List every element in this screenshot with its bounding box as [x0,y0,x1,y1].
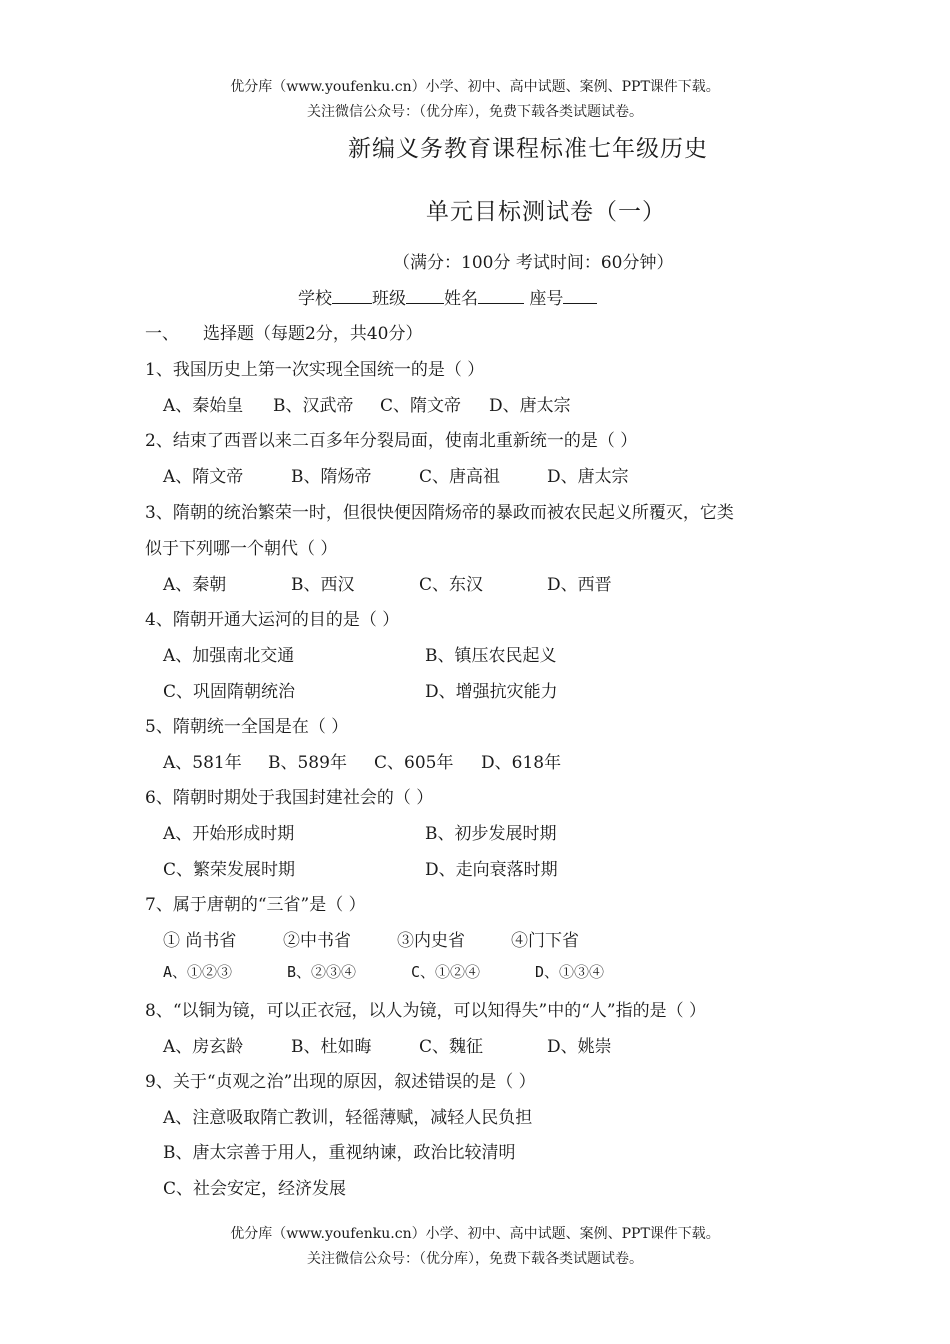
q6-option-c: C、繁荣发展时期 [163,860,296,880]
q3-option-d: D、西晋 [547,575,612,595]
q7-option-b: B、②③④ [287,963,357,981]
q6-option-a: A、开始形成时期 [163,824,295,844]
q1-option-d: D、唐太宗 [489,396,571,416]
q4-option-c: C、巩固隋朝统治 [163,682,296,702]
header-line-1: 优分库（www.youfenku.cn）小学、初中、高中试题、案例、PPT课件下载。 [230,79,720,95]
q8-option-b: B、杜如晦 [291,1037,372,1057]
q8-option-c: C、魏征 [419,1037,484,1057]
q7-item-3: ③内史省 [397,931,465,951]
question-3: 3、隋朝的统治繁荣一时，但很快便因隋炀帝的暴政而被农民起义所覆灭，它类 [145,503,734,523]
q5-option-a: A、581年 [163,753,242,773]
q1-option-b: B、汉武帝 [273,396,354,416]
seat-label: 座号 [529,289,564,309]
q5-option-c: C、605年 [374,753,454,773]
question-7: 7、属于唐朝的“三省”是（ ） [145,895,366,915]
q6-option-d: D、走向衰落时期 [425,860,558,880]
q4-option-b: B、镇压农民起义 [425,646,557,666]
q3-option-b: B、西汉 [291,575,355,595]
q7-option-c: C、①②④ [411,963,481,981]
section-title: 选择题（每题2分，共40分） [203,324,423,344]
title-line-2: 单元目标测试卷（一） [426,199,666,225]
name-blank [478,287,524,304]
title-line-1: 新编义务教育课程标准七年级历史 [348,136,708,162]
class-label: 班级 [372,289,406,309]
exam-info: （满分：100分 考试时间：60分钟） [393,253,674,273]
q7-option-d: D、①③④ [535,963,605,981]
section-number: 一、 [145,324,179,344]
question-5: 5、隋朝统一全国是在（ ） [145,717,349,737]
q7-option-a: A、①②③ [163,963,233,981]
section-heading [145,319,422,344]
question-9: 9、关于“贞观之治”出现的原因，叙述错误的是（ ） [145,1072,536,1092]
q9-option-c: C、社会安定，经济发展 [163,1179,347,1199]
q5-option-d: D、618年 [481,753,562,773]
question-6: 6、隋朝时期处于我国封建社会的（ ） [145,788,434,808]
q3-option-a: A、秦朝 [163,575,227,595]
q9-option-b: B、唐太宗善于用人，重视纳谏，政治比较清明 [163,1143,516,1163]
footer-line-1: 优分库（www.youfenku.cn）小学、初中、高中试题、案例、PPT课件下载。 [230,1226,720,1242]
q4-option-d: D、增强抗灾能力 [425,682,558,702]
q2-option-c: C、唐高祖 [419,467,501,487]
q4-option-a: A、加强南北交通 [163,646,295,666]
question-3-continued: 似于下列哪一个朝代（ ） [145,539,338,559]
q9-option-a: A、注意吸取隋亡教训，轻徭薄赋，减轻人民负担 [163,1108,533,1128]
q2-option-d: D、唐太宗 [547,467,629,487]
q7-item-2: ②中书省 [283,931,351,951]
footer-line-2: 关注微信公众号：（优分库），免费下载各类试题试卷。 [307,1251,643,1267]
seat-blank [563,287,597,304]
question-2: 2、结束了西晋以来二百多年分裂局面，使南北重新统一的是（ ） [145,431,638,451]
q2-option-b: B、隋炀帝 [291,467,372,487]
question-4: 4、隋朝开通大运河的目的是（ ） [145,610,400,630]
q5-option-b: B、589年 [268,753,347,773]
school-label: 学校 [298,289,332,309]
q3-option-c: C、东汉 [419,575,484,595]
class-blank [406,287,444,304]
q7-item-4: ④门下省 [511,931,579,951]
q7-item-1: ① 尚书省 [163,931,237,951]
name-label: 姓名 [444,289,478,309]
question-8: 8、“以铜为镜，可以正衣冠，以人为镜，可以知得失”中的“人”指的是（ ） [145,1001,706,1021]
q8-option-d: D、姚崇 [547,1037,612,1057]
q8-option-a: A、房玄龄 [163,1037,244,1057]
q6-option-b: B、初步发展时期 [425,824,557,844]
q1-option-a: A、秦始皇 [163,396,244,416]
q2-option-a: A、隋文帝 [163,467,244,487]
q1-option-c: C、隋文帝 [380,396,462,416]
student-info-row [298,284,597,309]
header-line-2: 关注微信公众号：（优分库），免费下载各类试题试卷。 [307,104,643,120]
school-blank [332,287,372,304]
question-1: 1、我国历史上第一次实现全国统一的是（ ） [145,360,485,380]
